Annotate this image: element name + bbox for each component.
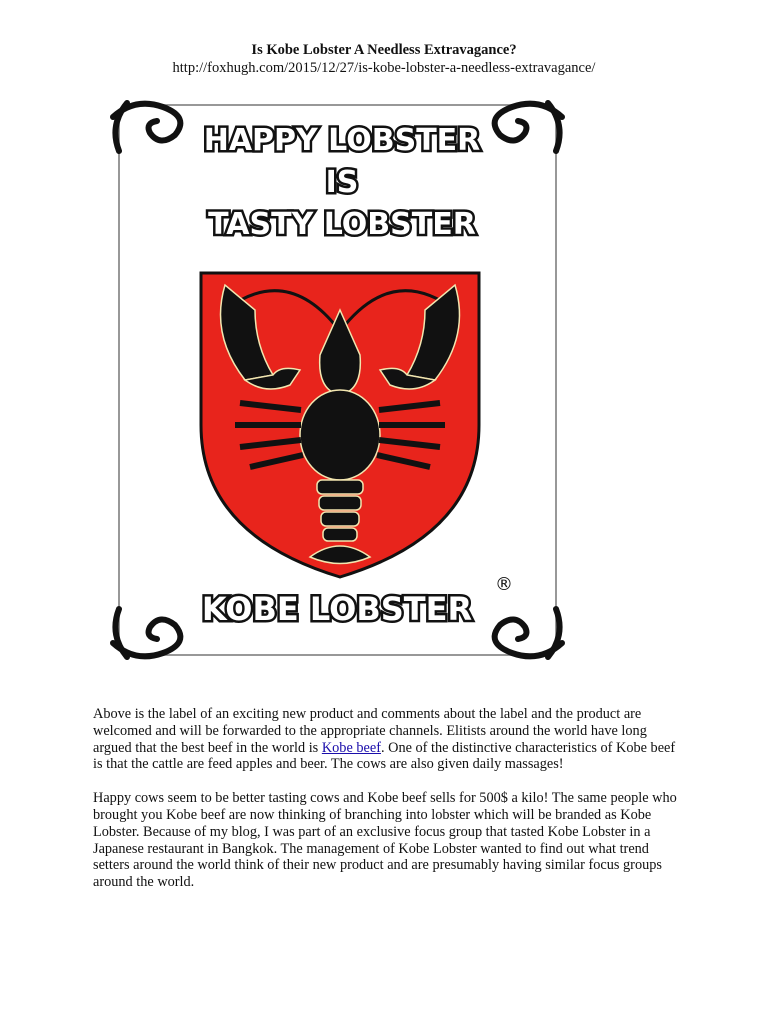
article-body — [93, 706, 683, 908]
paragraph-1: Above is the label of an exciting new product and comments about the label and the product are welcomed and will be forwarded to the appropriate channels. Elitists around the world have long argued that the best beef in the world is Kobe beef. One of the distinctive characteristics of Kobe beef is that the cattle are feed apples and beer. The cows are also given daily massages! — [93, 706, 676, 773]
label-line-1: HAPPY LOBSTER — [203, 123, 481, 158]
paragraph-2: Happy cows seem to be better tasting cows and Kobe beef sells for 500$ a kilo! The same people who brought you Kobe beef are now thinking of branching into lobster which will be branded as Kobe Lobster. Because of my blog, I was part of an exclusive focus group that tasted Kobe Lobster in a Japanese restaurant in Bangkok. The management of Kobe Lobster wanted to find out what trend setters around the world think of their new product and are presumably having similar focus groups around the world. — [93, 790, 677, 891]
brand-name: KOBE LOBSTER — [201, 590, 473, 628]
label-line-2: IS — [325, 165, 359, 200]
label-line-3: TASTY LOBSTER — [208, 207, 476, 242]
source-url: http://foxhugh.com/2015/12/27/is-kobe-lobster-a-needless-extravagance/ — [172, 60, 596, 76]
registered-mark: ® — [495, 574, 513, 595]
product-label-image — [105, 95, 570, 665]
document-title: Is Kobe Lobster A Needless Extravagance? — [251, 42, 517, 58]
kobe-beef-link[interactable]: Kobe beef — [321, 739, 381, 756]
